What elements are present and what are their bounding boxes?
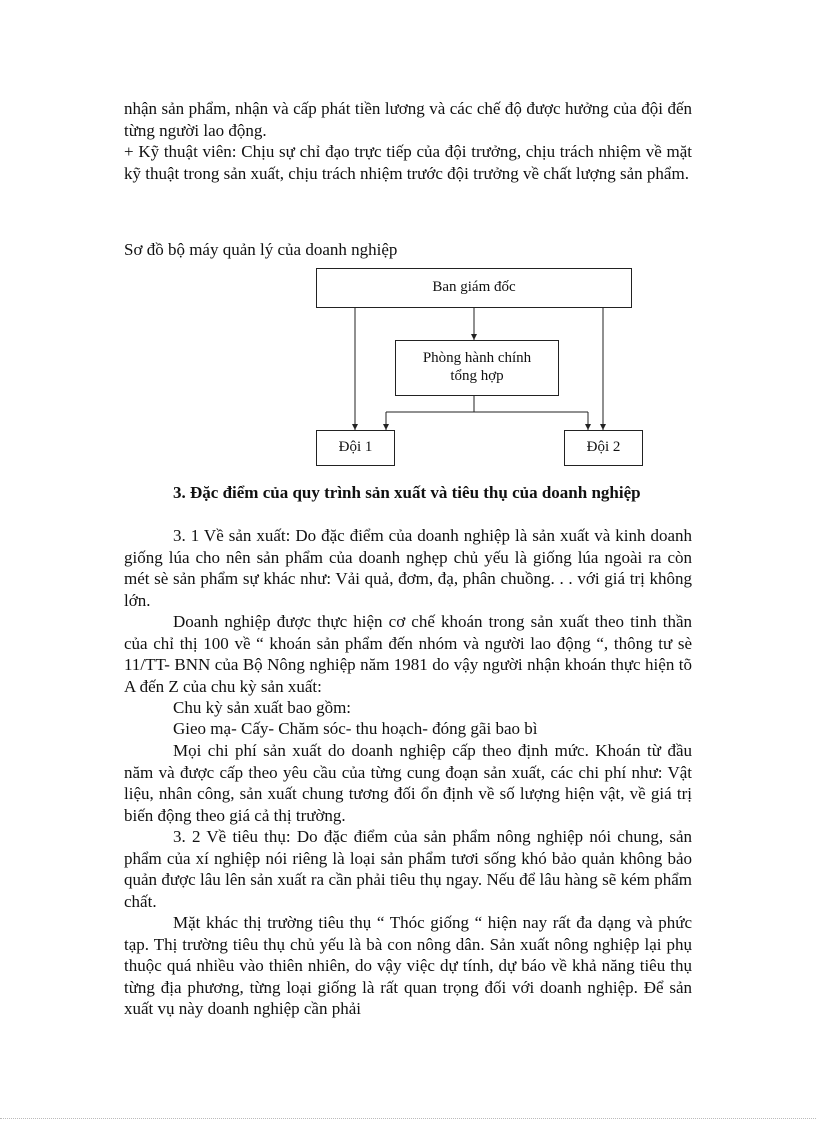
paragraph-cycle-steps: Gieo mạ- Cấy- Chăm sóc- thu hoạch- đóng gãi bao bì: [173, 719, 538, 738]
paragraph-intro: nhận sản phẩm, nhận và cấp phát tiền lương và các chế độ được hưởng của đội đến từng người lao động.: [124, 99, 692, 140]
org-node-board-label: Ban giám đốc: [432, 279, 516, 295]
paragraph-contract: Doanh nghiệp được thực hiện cơ chế khoán trong sản xuất theo tinh thần của chỉ thị 100 về “ khoán sản phẩm đến nhóm và người lao động “, thông tư sè 11/TT- BNN của Bộ Nông nghiệp năm 1981 do vậy người nhận khoán thực hiện tõ A đến Z của chu kỳ sản xuất:: [124, 612, 692, 696]
paragraph-technician: + Kỹ thuật viên: Chịu sự chỉ đạo trực tiếp của đội trưởng, chịu trách nhiệm về mặt kỹ thuật trong sản xuất, chịu trách nhiệm trước đội trưởng về chất lượng sản phẩm.: [124, 142, 692, 183]
org-node-team-2-label: Đội 2: [586, 439, 621, 455]
paragraph-costs: Mọi chi phí sản xuất do doanh nghiệp cấp theo định mức. Khoán từ đầu năm và được cấp theo yêu cầu của từng cung đoạn sản xuất, các chi phí như: Vật liệu, nhân công, sản xuất chung tương đối ổn định về số lượng hiện vật, về giá trị biến động theo giá cả thị trường.: [124, 741, 692, 825]
org-node-team-1: [316, 430, 395, 466]
org-node-admin-office: [395, 340, 559, 396]
org-node-admin-line1: Phòng hành chính: [422, 350, 532, 366]
paragraph-consumption: 3. 2 Về tiêu thụ: Do đặc điểm của sản phẩm nông nghiệp nói chung, sản phẩm của xí nghiệp nói riêng là loại sản phẩm tươi sống khó bảo quản không bảo quản được lâu lên sản xuất ra cần phải tiêu thụ ngay. Nếu để lâu hàng sẽ kém phẩm chất.: [124, 827, 692, 911]
org-node-board-of-directors: [316, 268, 632, 308]
page-bottom-border: [0, 1118, 816, 1119]
org-node-admin-line2: tổng hợp: [450, 368, 504, 384]
section-3-heading: 3. Đặc điểm của quy trình sản xuất và tiêu thụ của doanh nghiệp: [173, 483, 641, 502]
paragraph-production: 3. 1 Về sản xuất: Do đặc điểm của doanh nghiệp là sản xuất và kinh doanh giống lúa cho nên sản phẩm của doanh nghẹp chủ yếu là giống lúa ngoài ra còn mét sè sản phẩm sự khác như: Vải quả, đơm, đạ, phân chuồng. . . với giá trị không lớn.: [124, 526, 692, 610]
org-node-team-2: [564, 430, 643, 466]
paragraph-market: Mặt khác thị trường tiêu thụ “ Thóc giống “ hiện nay rất đa dạng và phức tạp. Thị trường tiêu thụ chủ yếu là bà con nông dân. Sản xuất nông nghiệp lại phụ thuộc quá nhiều vào thiên nhiên, do vậy việc dự tính, dự báo về khả năng tiêu thụ từng địa phương, từng loại giống là rất quan trọng đối với doanh nghiệp. Để sản xuất vụ này doanh nghiệp cần phải: [124, 913, 692, 1018]
org-node-team-1-label: Đội 1: [338, 439, 373, 455]
org-chart-caption: Sơ đồ bộ máy quản lý của doanh nghiệp: [124, 240, 398, 259]
paragraph-cycle-intro: Chu kỳ sản xuất bao gồm:: [173, 698, 352, 717]
